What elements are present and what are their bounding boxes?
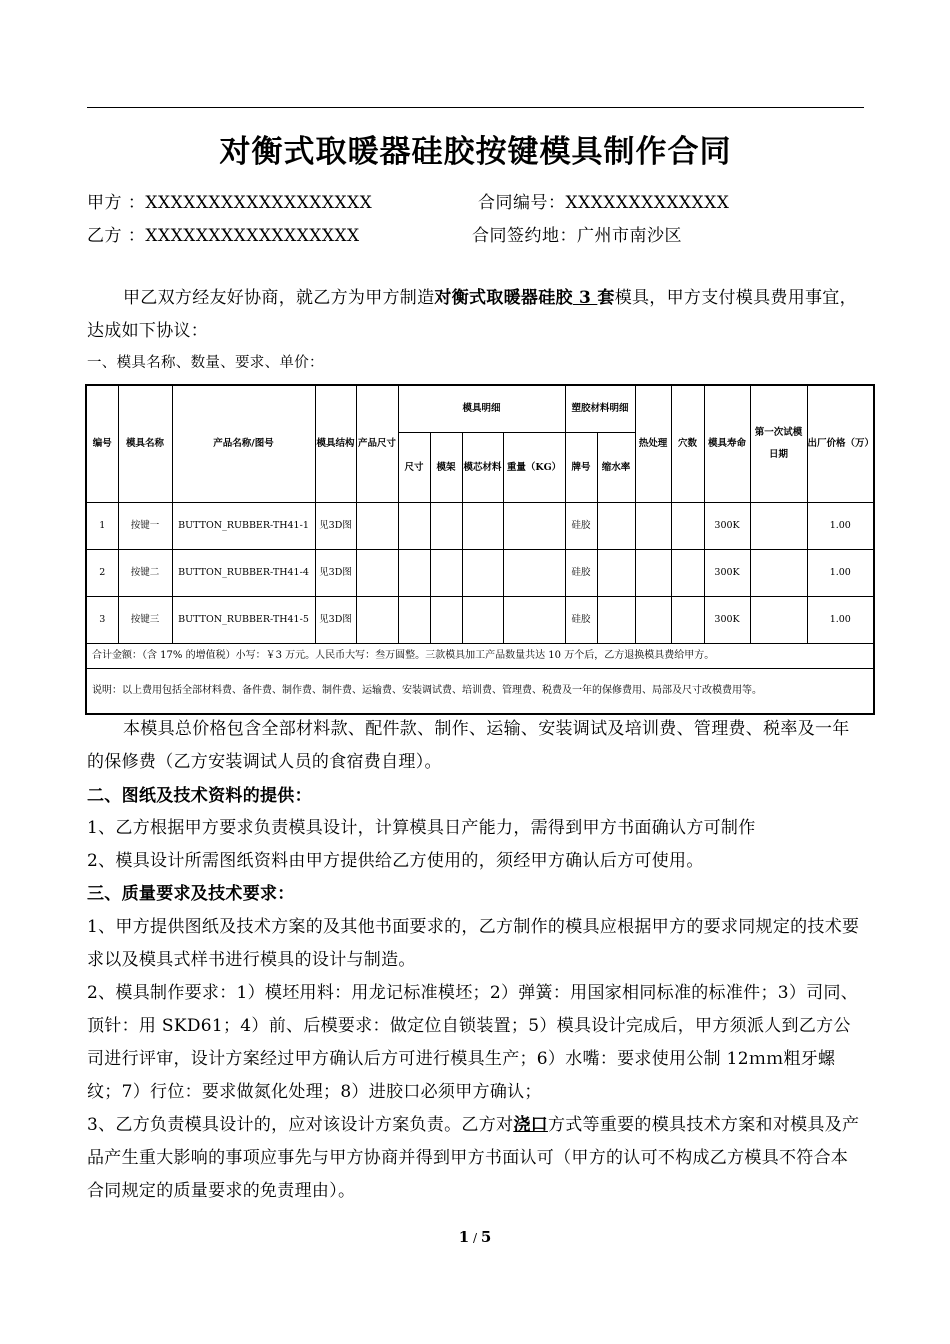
cell-life: 300K	[704, 503, 750, 550]
cell-mold-name: 按键二	[118, 550, 172, 597]
cell-empty	[430, 597, 462, 644]
th-heat-treat: 热处理	[635, 385, 671, 503]
intro-lead: 甲乙双方经友好协商，就乙方为甲方制造	[123, 288, 435, 308]
cell-product: BUTTON_RUBBER-TH41-1	[172, 503, 315, 550]
intro-qty: 3	[572, 288, 598, 308]
cell-empty	[430, 503, 462, 550]
th-first-trial: 第一次试模日期	[750, 385, 807, 503]
cell-empty	[750, 597, 807, 644]
cell-empty	[356, 503, 398, 550]
cell-structure: 见3D图	[315, 503, 356, 550]
intro-product: 对衡式取暖器硅胶	[434, 288, 573, 308]
section3-item1: 1、甲方提供图纸及技术方案的及其他书面要求的，乙方制作的模具应根据甲方的要求同规定的技术要求以及模具式样书进行模具的设计与制造。	[87, 917, 860, 970]
section1-title: 一、模具名称、数量、要求、单价：	[87, 355, 324, 371]
cell-life: 300K	[704, 550, 750, 597]
cell-price: 1.00	[807, 597, 874, 644]
cell-empty	[635, 597, 671, 644]
cell-empty	[503, 503, 565, 550]
page-current: 1	[458, 1228, 470, 1246]
th-life: 模具寿命	[704, 385, 750, 503]
section3-item3-lead: 3、乙方负责模具设计的，应对该设计方案负责。乙方对	[87, 1115, 514, 1135]
th-product-name: 产品名称/图号	[172, 385, 315, 503]
cell-price: 1.00	[807, 550, 874, 597]
th-shrink: 缩水率	[597, 433, 635, 503]
section2-title: 二、图纸及技术资料的提供：	[87, 786, 312, 806]
th-brand: 牌号	[565, 433, 597, 503]
cell-empty	[597, 503, 635, 550]
cell-empty	[462, 550, 503, 597]
th-cavity: 穴数	[671, 385, 704, 503]
section3-title: 三、质量要求及技术要求：	[87, 884, 295, 904]
cell-empty	[671, 597, 704, 644]
table-row	[86, 503, 874, 550]
cell-empty	[462, 597, 503, 644]
cell-mold-name: 按键三	[118, 597, 172, 644]
th-mold-name: 模具名称	[118, 385, 172, 503]
intro-tail: 模具，甲方支付模具费用事宜，达成如下协议：	[87, 288, 857, 341]
cell-empty	[398, 597, 430, 644]
cell-empty	[398, 503, 430, 550]
cell-empty	[750, 550, 807, 597]
cell-empty	[462, 503, 503, 550]
cell-structure: 见3D图	[315, 597, 356, 644]
contract-number: 合同编号：XXXXXXXXXXXXX	[478, 193, 730, 213]
price-note: 本模具总价格包含全部材料款、配件款、制作、运输、安装调试及培训费、管理费、税率及一年的保修费（乙方安装调试人员的食宿费自理）。	[87, 719, 850, 772]
total-amount: 合计金额：（含 17% 的增值税）小写：￥3 万元。人民币大写：叁万圆整。三款模具加工产品数量共达 10 万个后，乙方退换模具费给甲方。	[86, 644, 874, 669]
cell-empty	[750, 503, 807, 550]
header-rule	[87, 107, 864, 108]
cell-empty	[398, 550, 430, 597]
cell-no: 1	[86, 503, 118, 550]
cell-empty	[671, 503, 704, 550]
section3-item2: 2、模具制作要求：1）模坯用料：用龙记标准模坯；2）弹簧：用国家相同标准的标准件；3）司同、顶针：用 SKD61；4）前、后模要求：做定位自锁装置；5）模具设计完成后，甲方须派人到乙方公司进行评审，设计方案经过甲方确认后方可进行模具生产；6）水嘴：要求使用公制 12ｍｍ粗牙螺纹；7）行位：要求做氮化处理；8）进胶口必须甲方确认；	[87, 983, 859, 1102]
cell-brand: 硅胶	[565, 503, 597, 550]
section2-item2: 2、模具设计所需图纸资料由甲方提供给乙方使用的，须经甲方确认后方可使用。	[87, 851, 704, 871]
th-frame: 模架	[430, 433, 462, 503]
th-price: 出厂价格（万）	[807, 385, 874, 503]
cell-structure: 见3D图	[315, 550, 356, 597]
th-weight: 重量（KG）	[503, 433, 565, 503]
cell-empty	[503, 550, 565, 597]
section3-item3	[87, 1109, 864, 1208]
cell-life: 300K	[704, 597, 750, 644]
th-core-material: 模芯材料	[462, 433, 503, 503]
cell-no: 3	[86, 597, 118, 644]
cell-brand: 硅胶	[565, 550, 597, 597]
cell-brand: 硅胶	[565, 597, 597, 644]
th-plastic-detail: 塑胶材料明细	[565, 385, 635, 433]
th-mold-detail: 模具明细	[398, 385, 565, 433]
page-total: 5	[480, 1228, 492, 1246]
party-b: 乙方 ：XXXXXXXXXXXXXXXXX	[87, 226, 360, 246]
sign-place: 合同签约地：广州市南沙区	[472, 226, 682, 246]
section2-item1: 1、乙方根据甲方要求负责模具设计，计算模具日产能力，需得到甲方书面确认方可制作	[87, 818, 756, 838]
cell-empty	[671, 550, 704, 597]
cell-product: BUTTON_RUBBER-TH41-4	[172, 550, 315, 597]
table-note: 说明：以上费用包括全部材料费、备件费、制作费、制件费、运输费、安装调试费、培训费、管理费、税费及一年的保修费用、局部及尺寸改模费用等。	[86, 669, 874, 715]
intro-unit: 套	[597, 288, 615, 308]
cell-product: BUTTON_RUBBER-TH41-5	[172, 597, 315, 644]
table-row	[86, 597, 874, 644]
cell-empty	[430, 550, 462, 597]
th-size: 尺寸	[398, 433, 430, 503]
table-row	[86, 550, 874, 597]
cell-empty	[503, 597, 565, 644]
intro-paragraph	[87, 282, 864, 348]
party-a: 甲方 ：XXXXXXXXXXXXXXXXXX	[87, 193, 373, 213]
cell-empty	[597, 550, 635, 597]
section3-item3-tail: 方式等重要的模具技术方案和对模具及产品产生重大影响的事项应事先与甲方协商并得到甲方书面认可（甲方的认可不构成乙方模具不符合本合同规定的质量要求的免责理由）。	[87, 1115, 860, 1201]
mold-table	[85, 384, 875, 715]
cell-empty	[356, 597, 398, 644]
cell-empty	[635, 550, 671, 597]
th-no: 编号	[86, 385, 118, 503]
cell-empty	[356, 550, 398, 597]
cell-no: 2	[86, 550, 118, 597]
cell-empty	[597, 597, 635, 644]
page-number	[0, 1228, 950, 1246]
th-mold-structure: 模具结构	[315, 385, 356, 503]
page-separator: /	[469, 1231, 481, 1245]
th-product-size: 产品尺寸	[356, 385, 398, 503]
cell-mold-name: 按键一	[118, 503, 172, 550]
section3-item3-em: 浇口	[513, 1115, 548, 1135]
cell-price: 1.00	[807, 503, 874, 550]
cell-empty	[635, 503, 671, 550]
document-title: 对衡式取暖器硅胶按键模具制作合同	[219, 134, 732, 170]
